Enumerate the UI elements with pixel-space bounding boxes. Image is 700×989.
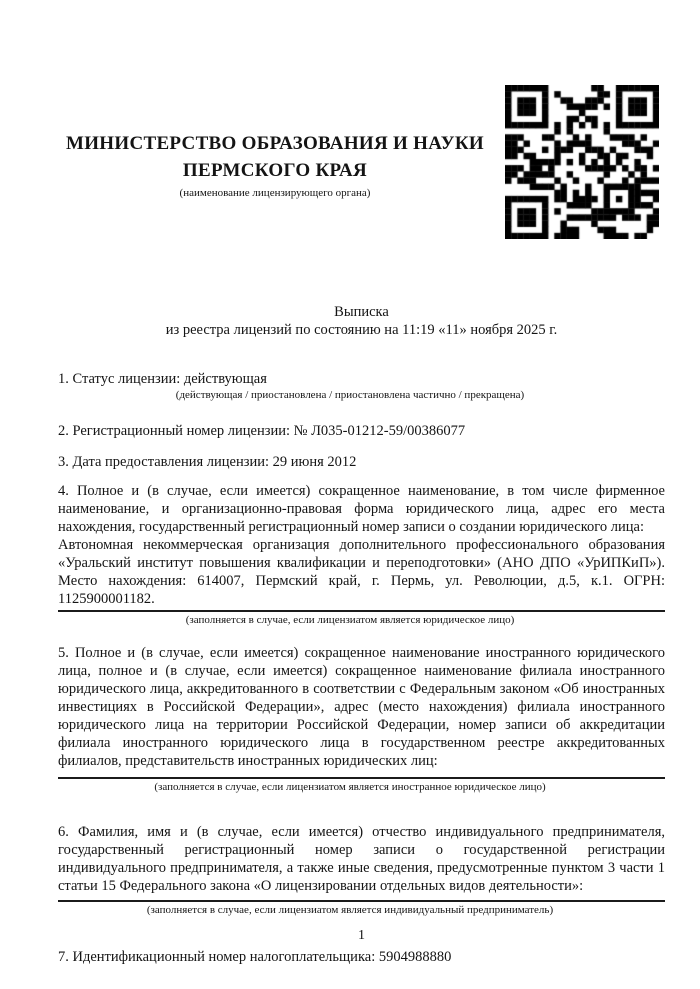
item-foreign-entity-question: 5. Полное и (в случае, если имеется) сокращенное наименование иностранного юридического лица, полное и (в случае, если имеется) сокращенное наименование филиала иностранного юридического лица, аккредитованного в соответствии с Федеральным законом «Об иностранных инвестициях в Российской Федерации», адрес (место нахождения) филиала иностранного юридического лица на территории Российской Федерации, номер записи об аккредитации филиала иностранного юридического лица в государственном реестре аккредитованных филиалов, представительств иностранных юридических лиц: xyxy=(58,645,665,769)
item-entrepreneur-question: 6. Фамилия, имя и (в случае, если имеется) отчество индивидуального предпринимателя, государственный регистрационный номер записи о государственной регистрации индивидуального предпринимателя, а также иные сведения, предусмотренные пунктом 3 части 1 статьи 15 Федерального закона «О лицензировании отдельных видов деятельности»: xyxy=(58,824,665,894)
ministry-name-line1: МИНИСТЕРСТВО ОБРАЗОВАНИЯ И НАУКИ xyxy=(65,133,485,154)
qr-code-icon xyxy=(505,85,659,239)
ministry-header xyxy=(58,130,492,200)
item-entrepreneur-caption: (заполняется в случае, если лицензиатом является индивидуальный предприниматель) xyxy=(146,904,554,916)
ministry-caption: (наименование лицензирующего органа) xyxy=(179,187,371,199)
page-number: 1 xyxy=(358,928,365,943)
item-legal-entity-answer: Автономная некоммерческая организация дополнительного профессионального образования «Уральский институт повышения квалификации и переподготовки» (АНО ДПО «УрИПКиП»). Место нахождения: 614007, Пермский край, г. Пермь, ул. Революции, д.5, к.1. ОГРН: 1125900001182. xyxy=(58,537,665,607)
fill-rule-entrepreneur xyxy=(58,900,665,902)
item-legal-entity-caption: (заполняется в случае, если лицензиатом является юридическое лицо) xyxy=(185,614,515,626)
item-foreign-entity-caption: (заполняется в случае, если лицензиатом является иностранное юридическое лицо) xyxy=(154,781,546,793)
item-grant-date: 3. Дата предоставления лицензии: 29 июня 2012 xyxy=(58,454,357,470)
item-registration-number: 2. Регистрационный номер лицензии: № Л035-01212-59/00386077 xyxy=(58,423,466,439)
item-taxpayer-number: 7. Идентификационный номер налогоплательщика: 5904988880 xyxy=(58,949,452,965)
title-line1: Выписка xyxy=(334,304,389,320)
document-title xyxy=(58,303,665,339)
document-body xyxy=(58,370,665,966)
item-legal-entity-question: 4. Полное и (в случае, если имеется) сокращенное наименование, в том числе фирменное наименование, и организационно-правовая форма юридического лица, адрес его места нахождения, государственный регистрационный номер записи о создании юридического лица: xyxy=(58,483,665,535)
item-license-status-caption: (действующая / приостановлена / приостановлена частично / прекращена) xyxy=(175,389,525,401)
fill-rule-foreign-entity xyxy=(58,777,665,779)
fill-rule-legal-entity xyxy=(58,610,665,612)
title-line2: из реестра лицензий по состоянию на 11:19 «11» ноября 2025 г. xyxy=(165,322,558,338)
item-license-status: 1. Статус лицензии: действующая xyxy=(58,371,267,387)
ministry-name-line2: ПЕРМСКОГО КРАЯ xyxy=(182,160,368,181)
